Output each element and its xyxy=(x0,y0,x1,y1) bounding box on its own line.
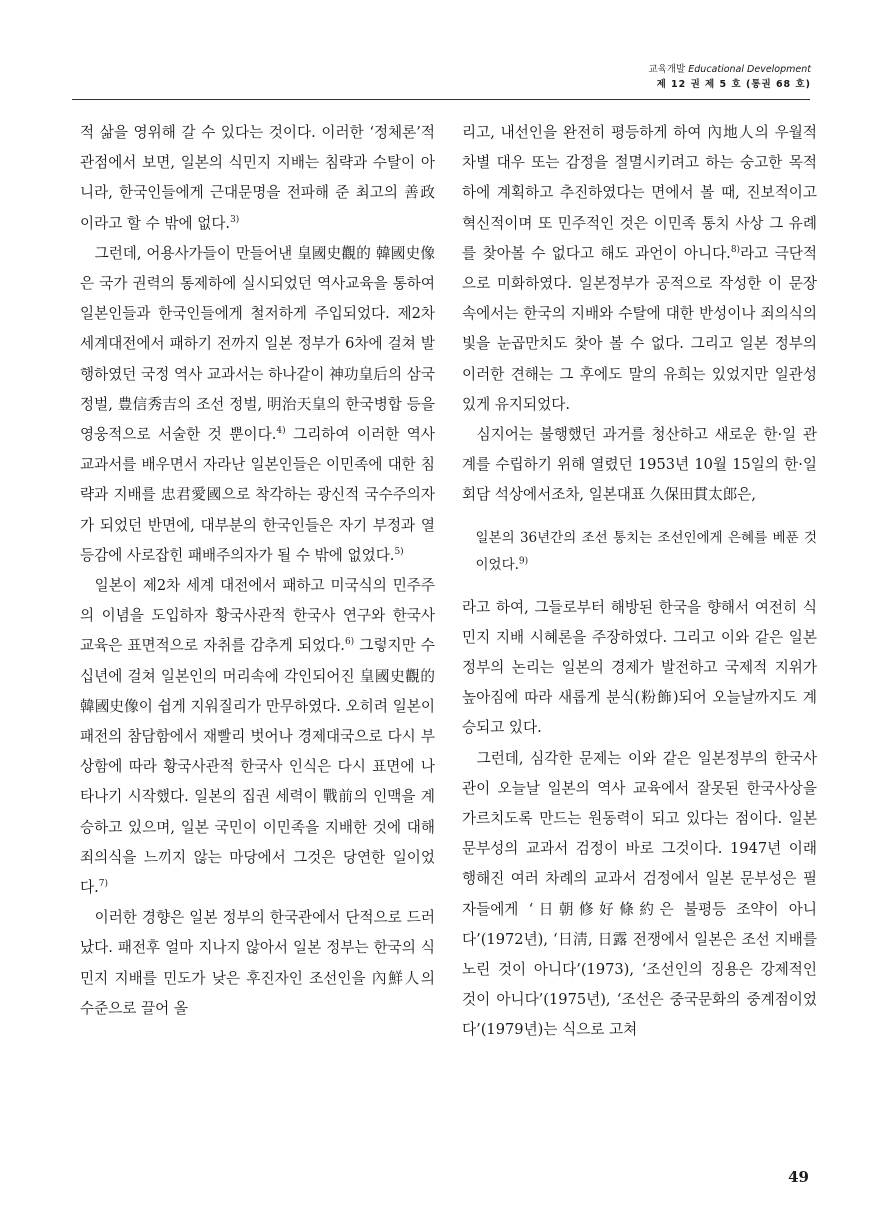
footnote-ref: 3) xyxy=(230,214,240,225)
left-column xyxy=(80,118,435,1024)
paragraph xyxy=(80,571,435,903)
right-column xyxy=(462,118,817,1046)
journal-issue: 제 12 권 제 5 호 (통권 68 호) xyxy=(656,79,811,90)
footnote-ref: 9) xyxy=(518,556,529,567)
paragraph-text: 그런데, 어용사가들이 만들어낸 皇國史觀的 韓國史像은 국가 권력의 통제하에 실시되었던 역사교육을 통하여 일본인들과 한국인들에게 철저하게 주입되었다. 제2차 세계대전에서 패하기 전까지 일본 정부가 6차에 걸쳐 발행하였던 국정 역사 교과서는 하나같이 神功皇后의 삼국정벌, 豊信秀吉의 조선 정벌, 明治天皇의 한국병합 등을 영웅적으로 서술한 것 뿐이다. xyxy=(80,244,435,444)
paragraph xyxy=(462,118,817,420)
paragraph-text: 라고 극단적으로 미화하였다. 일본정부가 공적으로 작성한 이 문장속에서는 한국의 지배와 수탈에 대한 반성이나 죄의식의 빛을 눈곱만치도 찾아 볼 수 없다. 그리고 일본 정부의 이러한 견해는 그 후에도 말의 유희는 있었지만 일관성 있게 유지되었다. xyxy=(462,244,817,413)
footnote-ref: 6) xyxy=(344,637,355,648)
paragraph-text: 그렇지만 수십년에 걸쳐 일본인의 머리속에 각인되어진 皇國史觀的 韓國史像이 쉽게 지워질리가 만무하였다. 오히려 일본이 패전의 참담함에서 재빨리 벗어나 경제대국으로 다시 부상함에 따라 황국사관적 한국사 인식은 다시 표면에 나타나기 시작했다. 일본의 집권 세력이 戰前의 인맥을 계승하고 있으며, 일본 국민이 이민족을 지배한 것에 대해 죄의식을 느끼지 않는 마당에서 그것은 당연한 일이었다. xyxy=(80,637,435,897)
footnote-ref: 4) xyxy=(276,426,286,437)
paragraph-text: 리고, 내선인을 완전히 평등하게 하여 內地人의 우월적 차별 대우 또는 감정을 절멸시키려고 하는 숭고한 목적하에 계획하고 추진하였다는 면에서 볼 때, 진보적이고 혁신적이며 또 민주적인 것은 이민족 통치 사상 그 유례를 찾아볼 수 없다고 해도 과언이 아니다. xyxy=(462,124,817,262)
journal-title-ko: 교육개발 xyxy=(648,64,686,75)
paragraph xyxy=(80,118,435,239)
paragraph xyxy=(80,903,435,1024)
quote-text: 일본의 36년간의 조선 통치는 조선인에게 은혜를 베푼 것이었다. xyxy=(475,529,817,573)
paragraph-text: 라고 하여, 그들로부터 해방된 한국을 향해서 여전히 식민지 지배 시혜론을 주장하였다. 그리고 이와 같은 일본 정부의 논리는 일본의 경제가 발전하고 국제적 지위가 높아짐에 따라 새롭게 분식(粉飾)되어 오늘날까지도 계승되고 있다. xyxy=(462,598,817,737)
running-header xyxy=(649,62,811,92)
journal-title-en: Educational Development xyxy=(688,64,811,75)
paragraph-text: 이러한 경향은 일본 정부의 한국관에서 단적으로 드러났다. 패전후 얼마 지나지 않아서 일본 정부는 한국의 식민지 지배를 민도가 낮은 후진자인 조선인을 內鮮人의 수준으로 끌어 올 xyxy=(80,909,435,1017)
page-number: 49 xyxy=(788,1168,809,1186)
footnote-ref: 5) xyxy=(394,546,404,557)
paragraph xyxy=(462,744,817,1046)
paragraph-text: 적 삶을 영위해 갈 수 있다는 것이다. 이러한 ‘정체론’적 관점에서 보면, 일본의 식민지 지배는 침략과 수탈이 아니라, 한국인들에게 근대문명을 전파해 준 최고의 善政이라고 할 수 밖에 없다. xyxy=(80,124,435,232)
footnote-ref: 8) xyxy=(730,244,741,255)
paragraph-text: 일본이 제2차 세계 대전에서 패하고 미국식의 민주주의 이념을 도입하자 황국사관적 한국사 연구와 한국사 교육은 표면적으로 자취를 감추게 되었다. xyxy=(80,577,435,655)
block-quote xyxy=(462,525,817,579)
header-rule xyxy=(72,99,810,100)
paragraph-text: 그런데, 심각한 문제는 이와 같은 일본정부의 한국사관이 오늘날 일본의 역사 교육에서 잘못된 한국사상을 가르치도록 만드는 원동력이 되고 있다는 점이다. 일본 문부성의 교과서 검정이 바로 그것이다. 1947년 이래 행해진 여러 차례의 교과서 검정에서 일본 문부성은 필자들에게 ‘日朝修好條約은 불평등 조약이 아니다’(1972년), ‘日淸, 日露 전쟁에서 일본은 조선 지배를 노린 것이 아니다’(1973), ‘조선인의 징용은 강제적인 것이 아니다’(1975년), ‘조선은 중국문화의 중계점이었다’(1979년)는 식으로 고쳐 xyxy=(462,749,817,1039)
paragraph xyxy=(80,239,435,571)
journal-title xyxy=(649,62,811,77)
footnote-ref: 7) xyxy=(98,879,108,890)
paragraph xyxy=(462,420,817,511)
paragraph-text: 그리하여 이러한 역사 교과서를 배우면서 자라난 일본인들은 이민족에 대한 침략과 지배를 忠君愛國으로 착각하는 광신적 국수주의자가 되었던 반면에, 대부분의 한국인들은 자기 부정과 열등감에 사로잡힌 패배주의자가 될 수 밖에 없었다. xyxy=(80,426,435,564)
paragraph xyxy=(462,593,817,744)
paragraph-text: 심지어는 불행했던 과거를 청산하고 새로운 한·일 관계를 수립하기 위해 열렸던 1953년 10월 15일의 한·일 회담 석상에서조차, 일본대표 久保田貫太郎은, xyxy=(462,426,817,504)
